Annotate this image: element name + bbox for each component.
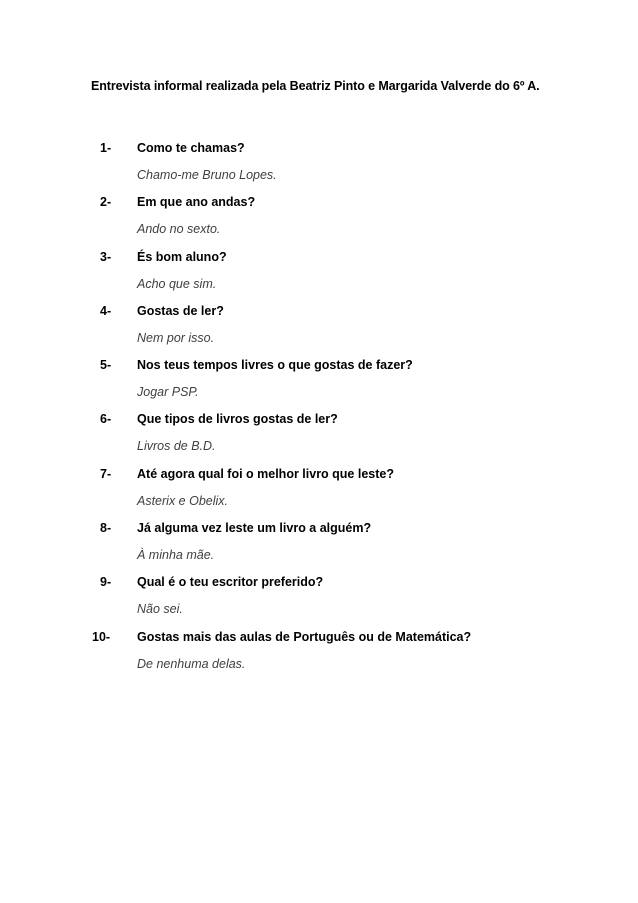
interview-item <box>0 356 638 410</box>
question-number: 2- <box>100 195 112 210</box>
answer-text: Não sei. <box>137 602 183 617</box>
document-title: Entrevista informal realizada pela Beatriz Pinto e Margarida Valverde do 6º A. <box>91 79 540 93</box>
answer-text: Ando no sexto. <box>137 222 221 237</box>
interview-item <box>0 573 638 627</box>
interview-item <box>0 302 638 356</box>
interview-item <box>0 465 638 519</box>
answer-text: Livros de B.D. <box>137 439 216 454</box>
answer-text: À minha mãe. <box>137 548 215 563</box>
answer-text: Chamo-me Bruno Lopes. <box>137 168 277 182</box>
interview-item <box>0 519 638 573</box>
question-number: 6- <box>100 412 112 427</box>
question-text: Qual é o teu escritor preferido? <box>137 575 324 590</box>
question-number: 9- <box>100 575 112 590</box>
question-number: 10- <box>92 629 111 644</box>
interview-item <box>0 248 638 302</box>
question-text: Em que ano andas? <box>137 195 256 210</box>
answer-text: De nenhuma delas. <box>137 656 246 671</box>
question-text: Já alguma vez leste um livro a alguém? <box>137 521 372 536</box>
question-number: 4- <box>100 303 112 318</box>
answer-text: Nem por isso. <box>137 330 215 345</box>
question-number: 1- <box>100 141 112 155</box>
question-text: Gostas de ler? <box>137 303 224 318</box>
answer-text: Acho que sim. <box>137 276 217 291</box>
interview-item <box>0 410 638 464</box>
question-text: Gostas mais das aulas de Português ou de Matemática? <box>137 629 472 644</box>
question-number: 8- <box>100 521 112 536</box>
interview-item <box>0 139 638 193</box>
answer-text: Asterix e Obelix. <box>137 493 229 508</box>
answer-text: Jogar PSP. <box>137 385 199 400</box>
question-number: 5- <box>100 358 112 373</box>
question-text: Nos teus tempos livres o que gostas de fazer? <box>137 358 413 373</box>
question-text: Até agora qual foi o melhor livro que leste? <box>137 466 394 481</box>
question-text: És bom aluno? <box>137 249 227 264</box>
interview-list <box>0 139 638 682</box>
interview-item <box>0 193 638 247</box>
question-text: Como te chamas? <box>137 141 245 155</box>
question-number: 3- <box>100 249 112 264</box>
question-text: Que tipos de livros gostas de ler? <box>137 412 338 427</box>
interview-item <box>0 628 638 682</box>
question-number: 7- <box>100 466 112 481</box>
